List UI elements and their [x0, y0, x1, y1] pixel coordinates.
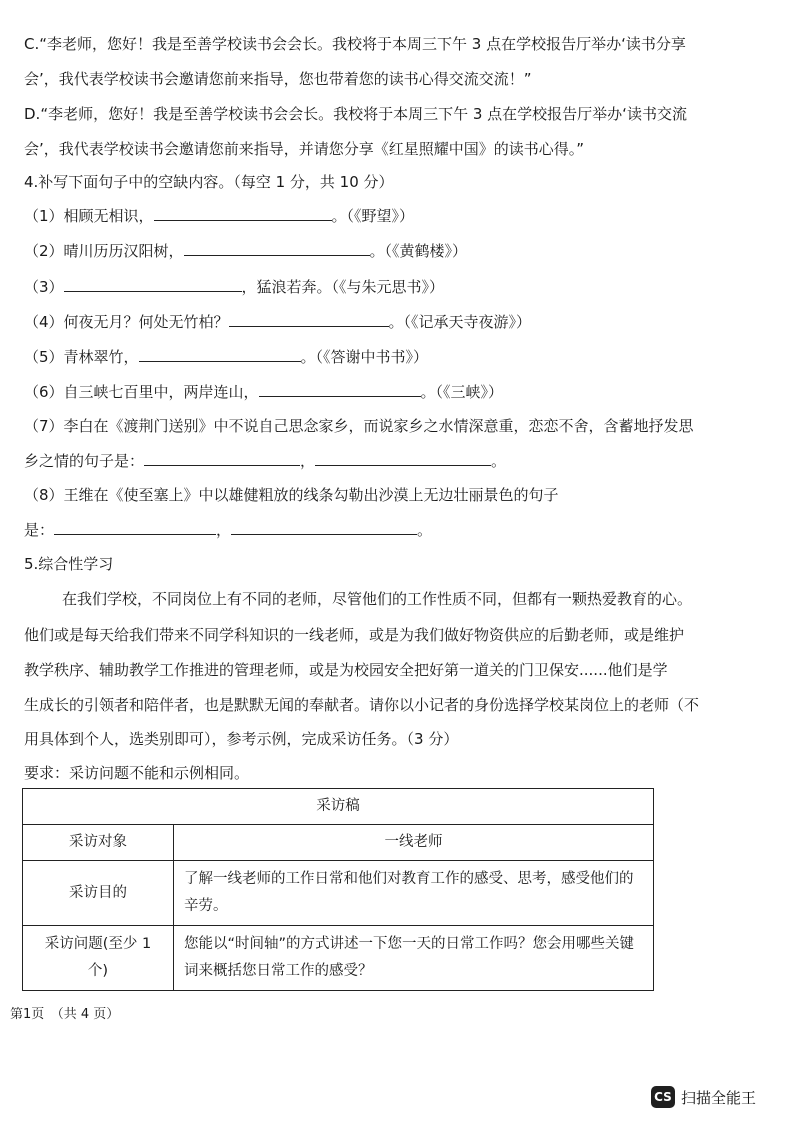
interview-table [22, 788, 654, 991]
fill-item-4: （4）何夜无月？何处无竹柏？ 。（《记承天寺夜游》） [24, 313, 532, 331]
paragraph-line: 在我们学校，不同岗位上有不同的老师，尽管他们的工作性质不同，但都有一颗热爱教育的心。 [62, 590, 693, 608]
fill-item-7-line-2: 乡之情的句子是： ， 。 [24, 452, 507, 470]
answer-blank[interactable] [144, 451, 300, 466]
option-d-line-2: 会’，我代表学校读书会邀请您前来指导，并请您分享《红星照耀中国》的读书心得。” [24, 140, 585, 158]
paragraph-line: 生成长的引领者和陪伴者，也是默默无闻的奉献者。请你以小记者的身份选择学校某岗位上的老师（不 [24, 696, 700, 714]
answer-blank[interactable] [231, 520, 417, 535]
answer-blank[interactable] [54, 520, 216, 535]
requirement-text: 要求：采访问题不能和示例相同。 [24, 764, 250, 782]
row-label: 采访问题(至少 1 个) [23, 926, 174, 991]
row-value: 了解一线老师的工作日常和他们对教育工作的感受、思考，感受他们的辛劳。 [174, 861, 654, 926]
answer-blank[interactable] [64, 277, 242, 292]
row-value: 一线老师 [174, 825, 654, 861]
fill-item-2: （2）晴川历历汉阳树， 。（《黄鹤楼》） [24, 242, 468, 260]
table-row [23, 926, 654, 991]
question-5-title: 5.综合性学习 [24, 555, 114, 573]
fill-item-8-line-1: （8）王维在《使至塞上》中以雄健粗放的线条勾勒出沙漠上无边壮丽景色的句子 [24, 486, 559, 504]
answer-blank[interactable] [259, 382, 421, 397]
option-c-line-1: C.“李老师，您好！我是至善学校读书会会长。我校将于本周三下午 3 点在学校报告厅举办‘读书分享 [24, 35, 686, 53]
row-label: 采访目的 [23, 861, 174, 926]
page-footer: 第1页 （共 4 页） [10, 1007, 120, 1022]
fill-item-3: （3） ，猛浪若奔。（《与朱元思书》） [24, 278, 445, 296]
question-4-title: 4.补写下面句子中的空缺内容。（每空 1 分，共 10 分） [24, 173, 394, 191]
brand-name: 扫描全能王 [681, 1088, 757, 1107]
table-row [23, 789, 654, 825]
answer-blank[interactable] [315, 451, 491, 466]
fill-item-8-line-2: 是： ， 。 [24, 521, 433, 539]
row-value: 您能以“时间轴”的方式讲述一下您一天的日常工作吗？您会用哪些关键词来概括您日常工作的感受？ [174, 926, 654, 991]
paragraph-line: 教学秩序、辅助教学工作推进的管理老师，或是为校园安全把好第一道关的门卫保安......他们是学 [24, 661, 668, 679]
option-d-line-1: D.“李老师，您好！我是至善学校读书会会长。我校将于本周三下午 3 点在学校报告厅举办‘读书交流 [24, 105, 687, 123]
paragraph-line: 用具体到个人，选类别即可），参考示例，完成采访任务。（3 分） [24, 730, 459, 748]
answer-blank[interactable] [184, 241, 370, 256]
answer-blank[interactable] [154, 206, 332, 221]
table-title: 采访稿 [23, 789, 654, 825]
option-c-line-2: 会’，我代表学校读书会邀请您前来指导，您也带着您的读书心得交流交流！” [24, 70, 532, 88]
answer-blank[interactable] [229, 312, 389, 327]
paragraph-line: 他们或是每天给我们带来不同学科知识的一线老师，或是为我们做好物资供应的后勤老师，或是维护 [24, 626, 685, 644]
answer-blank[interactable] [139, 347, 301, 362]
fill-item-1: （1）相顾无相识， 。（《野望》） [24, 207, 415, 225]
camscanner-logo-icon: CS [651, 1086, 675, 1108]
fill-item-7-line-1: （7）李白在《渡荆门送别》中不说自己思念家乡，而说家乡之水情深意重，恋恋不舍，含蓄地抒发思 [24, 417, 694, 435]
row-label: 采访对象 [23, 825, 174, 861]
table-row [23, 825, 654, 861]
scanner-watermark [651, 1086, 756, 1108]
table-row [23, 861, 654, 926]
fill-item-6: （6）自三峡七百里中，两岸连山， 。（《三峡》） [24, 383, 504, 401]
fill-item-5: （5）青林翠竹， 。（《答谢中书书》） [24, 348, 429, 366]
